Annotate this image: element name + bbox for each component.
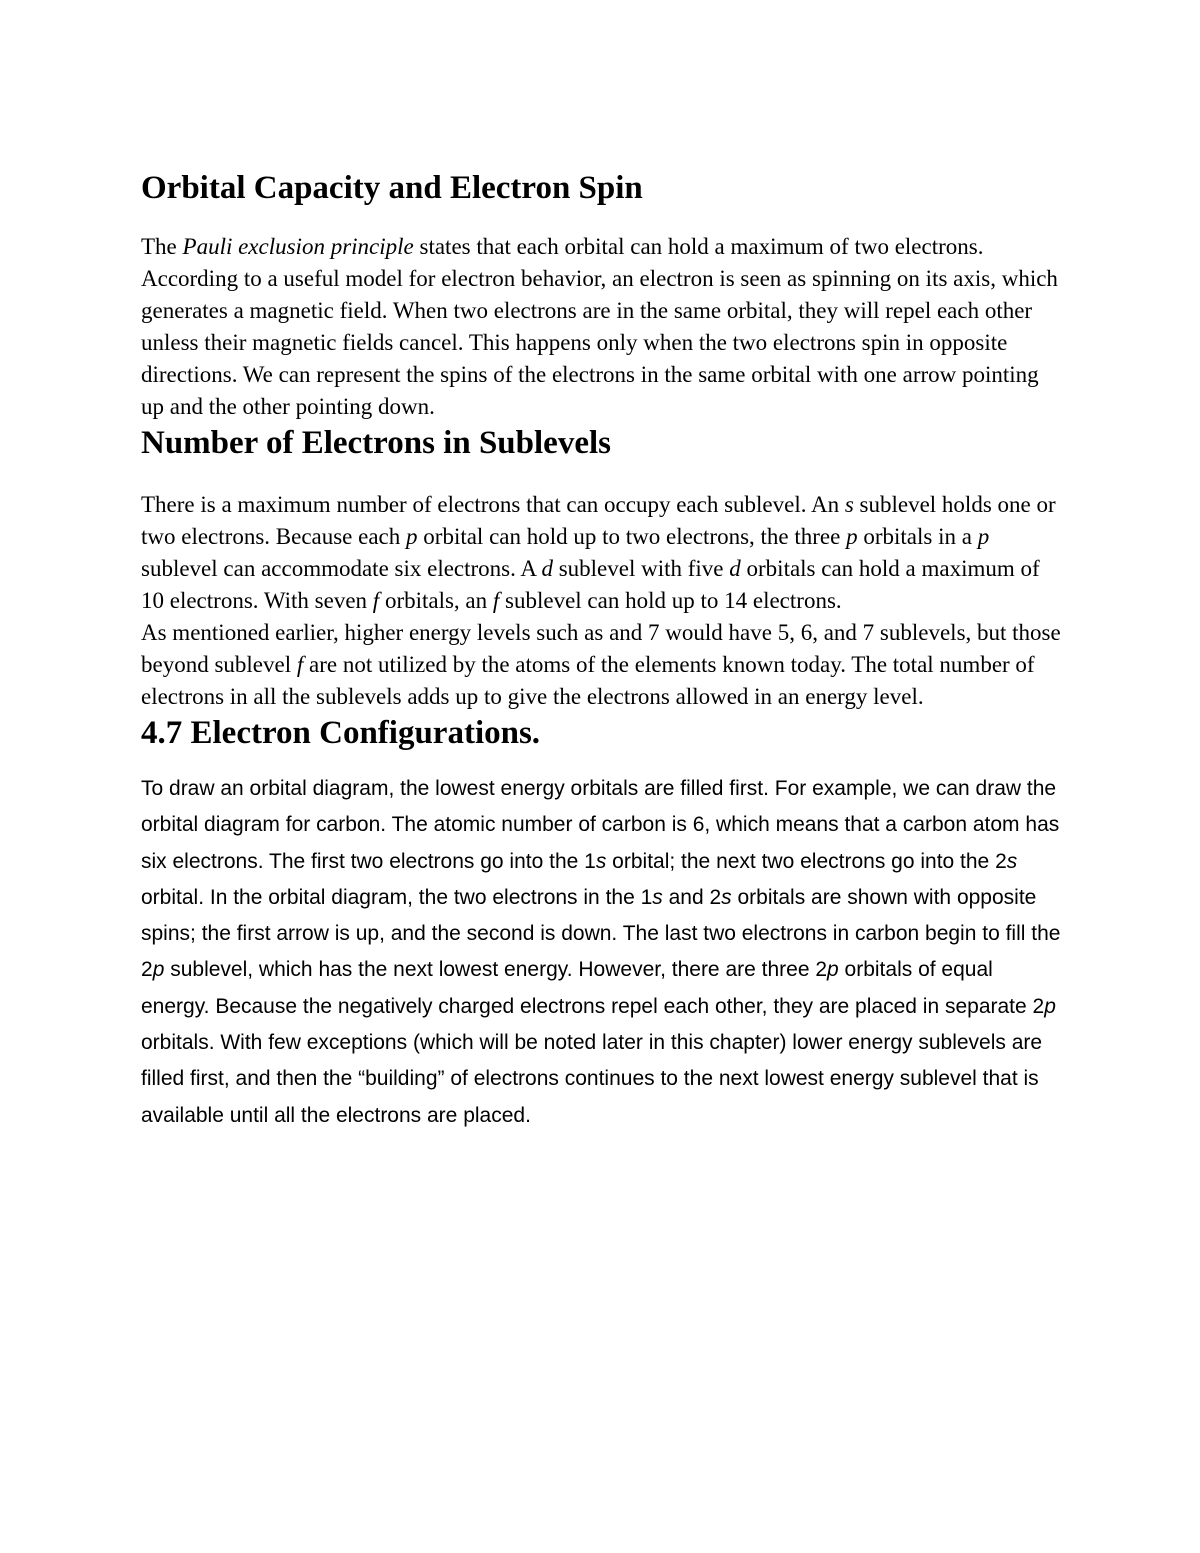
italic-term: s: [595, 849, 607, 873]
text-run: To draw an orbital diagram, the lowest energy orbitals are filled first. For example, we can draw the orbital diagram for carbon. The atomic number of carbon is 6, which means that a carbon atom has six electrons. The first two electrons go into the 1: [141, 777, 1060, 873]
text-run: As mentioned earlier, higher energy levels such as and 7 would have 5, 6, and 7 sublevels, but those beyond sublevel: [141, 620, 1061, 677]
italic-term: p: [827, 958, 839, 982]
text-run: states that each orbital can hold a maximum of two electrons. According to a useful model for electron behavior, an electron is seen as spinning on its axis, which generates a magnetic field. When two electrons are in the same orbital, they will repel each other unless their magnetic fields cancel. This happens only when the two electrons spin in opposite directions. We can represent the spins of the electrons in the same orbital with one arrow pointing up and the other pointing down.: [141, 234, 1058, 419]
italic-term: s: [721, 885, 732, 909]
italic-term: p: [1044, 994, 1056, 1018]
paragraph-higher-energy-levels: [141, 617, 1061, 713]
text-run: orbital; the next two electrons go into the 2: [606, 849, 1007, 873]
italic-term: p: [846, 524, 858, 549]
italic-term: p: [406, 524, 418, 549]
italic-term: s: [652, 885, 663, 909]
text-run: are not utilized by the atoms of the elements known today. The total number of electrons in all the sublevels adds up to give the electrons allowed in an energy level.: [141, 652, 1035, 709]
paragraph-orbital-diagram: [141, 771, 1061, 1134]
text-run: orbitals can hold a maximum of 10 electrons. With seven: [141, 556, 1040, 613]
text-run: orbitals in a: [857, 524, 978, 549]
section-heading-electrons-in-sublevels: Number of Electrons in Sublevels: [141, 425, 611, 461]
text-run: sublevel can hold up to 14 electrons.: [499, 588, 842, 613]
text-run: sublevel, which has the next lowest energy. However, there are three 2: [164, 958, 828, 982]
text-run: orbitals of equal energy. Because the negatively charged electrons repel each other, they are placed in separate 2: [141, 958, 1045, 1018]
italic-term: p: [152, 958, 165, 982]
text-run: orbital. In the orbital diagram, the two electrons in the 1: [141, 885, 653, 909]
italic-term: p: [977, 524, 990, 549]
italic-term: f: [372, 588, 380, 613]
italic-term: f: [492, 588, 500, 613]
text-run: sublevel can accommodate six electrons. A: [141, 556, 542, 581]
italic-term: d: [729, 556, 741, 581]
text-run: and 2: [662, 885, 722, 909]
text-run: orbitals. With few exceptions (which will be noted later in this chapter) lower energy sublevels are filled first, and then the “building” of electrons continues to the next lowest energy sublevel that is available until all the electrons are placed.: [141, 1031, 1043, 1127]
paragraph-pauli-exclusion: [141, 231, 1061, 423]
text-run: orbitals, an: [379, 588, 493, 613]
text-run: The: [141, 234, 183, 259]
text-run: orbital can hold up to two electrons, the three: [417, 524, 847, 549]
document-content: [141, 168, 1061, 1134]
italic-term: Pauli exclusion principle: [182, 234, 414, 259]
section-heading-electron-configurations: 4.7 Electron Configurations.: [141, 715, 541, 751]
paragraph-sublevel-capacity: [141, 489, 1061, 617]
text-run: sublevel holds one or two electrons. Because each: [141, 492, 1056, 549]
section-heading-orbital-capacity: Orbital Capacity and Electron Spin: [141, 170, 643, 206]
text-run: There is a maximum number of electrons that can occupy each sublevel. An: [141, 492, 845, 517]
italic-term: f: [296, 652, 304, 677]
italic-term: s: [844, 492, 854, 517]
italic-term: s: [1006, 849, 1018, 873]
text-run: sublevel with five: [552, 556, 730, 581]
italic-term: d: [541, 556, 553, 581]
text-run: orbitals are shown with opposite spins; the first arrow is up, and the second is down. The last two electrons in carbon begin to fill the 2: [141, 885, 1061, 982]
